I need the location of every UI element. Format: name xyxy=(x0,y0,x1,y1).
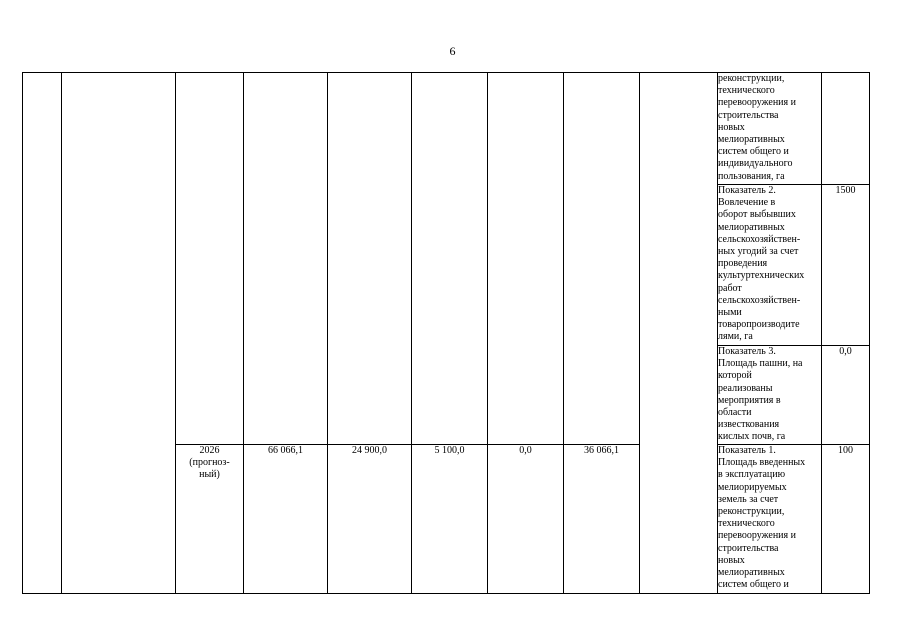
regional-2026-cell: 5 100,0 xyxy=(412,445,488,594)
local-budget-cell xyxy=(488,73,564,445)
result-cell xyxy=(640,73,718,594)
indicator-text: Показатель 3. Площадь пашни, на которой реализованы мероприятия в области известкования кислых почв, га xyxy=(718,346,822,445)
indicator-text: реконструкции, технического перевооружения и строительства новых мелиоративных систем общего и индивидуального пользования, га xyxy=(718,73,822,185)
year-cell xyxy=(176,73,244,445)
indicator-text: Показатель 1. Площадь введенных в эксплуатацию мелиорируемых земель за счет реконструкции, технического перевооружения и строительства новых мелиоративных систем общего и xyxy=(718,445,822,594)
indicator-value: 0,0 xyxy=(822,346,870,445)
indicator-value xyxy=(822,73,870,185)
program-name-cell xyxy=(62,73,176,594)
federal-2026-cell: 24 900,0 xyxy=(328,445,412,594)
year-2026-cell: 2026 (прогноз- ный) xyxy=(176,445,244,594)
federal-budget-cell xyxy=(328,73,412,445)
indicator-value: 100 xyxy=(822,445,870,594)
local-2026-cell: 0,0 xyxy=(488,445,564,594)
indicator-value: 1500 xyxy=(822,185,870,346)
page-number: 6 xyxy=(449,44,456,58)
regional-budget-cell xyxy=(412,73,488,445)
table-row xyxy=(23,73,870,185)
indicator-text: Показатель 2. Вовлечение в оборот выбывших мелиоративных сельскохозяйствен- ных угодий за счет проведения культуртехнических работ сельскохозяйствен- ными товаропроизводите лями, га xyxy=(718,185,822,346)
extrabudgetary-2026-cell: 36 066,1 xyxy=(564,445,640,594)
number-cell xyxy=(23,73,62,594)
total-cell xyxy=(244,73,328,445)
budget-indicator-table xyxy=(22,72,870,594)
total-2026-cell: 66 066,1 xyxy=(244,445,328,594)
extrabudgetary-cell xyxy=(564,73,640,445)
